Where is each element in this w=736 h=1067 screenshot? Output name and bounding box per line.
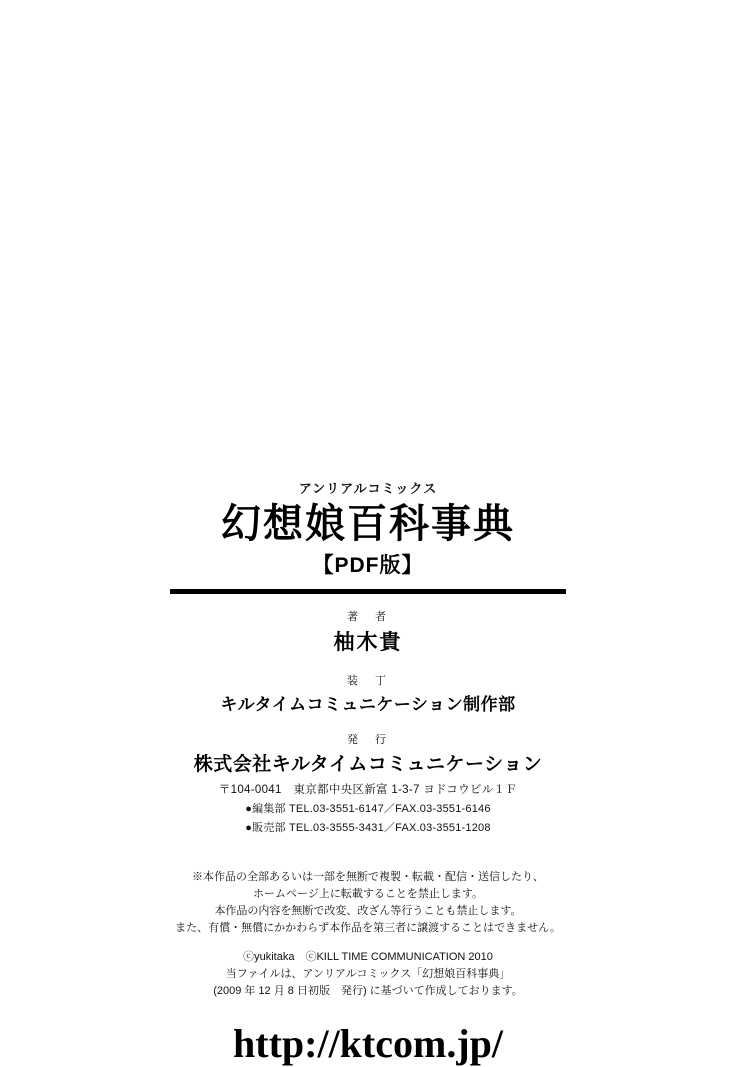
publisher-contact-editorial: ●編集部 TEL.03-3551-6147／FAX.03-3551-6146 <box>245 803 491 815</box>
publisher-value: 株式会社キルタイムコミュニケーション <box>193 754 543 775</box>
copyright-block <box>0 949 736 1000</box>
source-edition-line-1: 当ファイルは、アンリアルコミックス「幻想娘百科事典」 <box>225 968 511 981</box>
legal-notice-line-1: ※本作品の全部あるいは一部を無断で複製・転載・配信・送信したり、 <box>192 871 544 883</box>
legal-notice-line-3: 本作品の内容を無断で改変、改ざん等行うことも禁止します。 <box>214 905 522 918</box>
publisher-label: 発 行 <box>347 734 389 746</box>
series-label: アンリアルコミックス <box>298 481 438 496</box>
author-field <box>0 608 736 656</box>
colophon-block <box>0 478 736 1067</box>
page-title: 幻想娘百科事典 <box>221 502 515 546</box>
design-value: キルタイムコミュニケーション制作部 <box>220 695 516 714</box>
design-label: 装 丁 <box>347 675 389 687</box>
source-edition-line-2: (2009 年 12 月 8 日初版 発行) に基づいて作成しております。 <box>213 985 523 998</box>
divider-rule <box>170 589 566 594</box>
author-label: 著 者 <box>347 611 389 623</box>
publisher-url[interactable]: http://ktcom.jp/ <box>233 1021 503 1067</box>
author-value: 柚木貴 <box>333 631 403 654</box>
design-field <box>0 672 736 715</box>
legal-notice <box>0 869 736 937</box>
publisher-field <box>0 731 736 835</box>
publisher-contact-sales: ●販売部 TEL.03-3555-3431／FAX.03-3551-1208 <box>245 822 491 834</box>
edition-badge: 【PDF版】 <box>312 554 424 577</box>
legal-notice-line-4: また、有償・無償にかかわらず本作品を第三者に譲渡することはできません。 <box>175 922 561 935</box>
publisher-address: 〒104-0041 東京都中央区新富 1-3-7 ヨドコウビル１Ｆ <box>218 784 518 796</box>
copyright-line: ⓒyukitaka ⓒKILL TIME COMMUNICATION 2010 <box>243 951 493 964</box>
legal-notice-line-2: ホームページ上に転載することを禁止します。 <box>253 888 483 901</box>
